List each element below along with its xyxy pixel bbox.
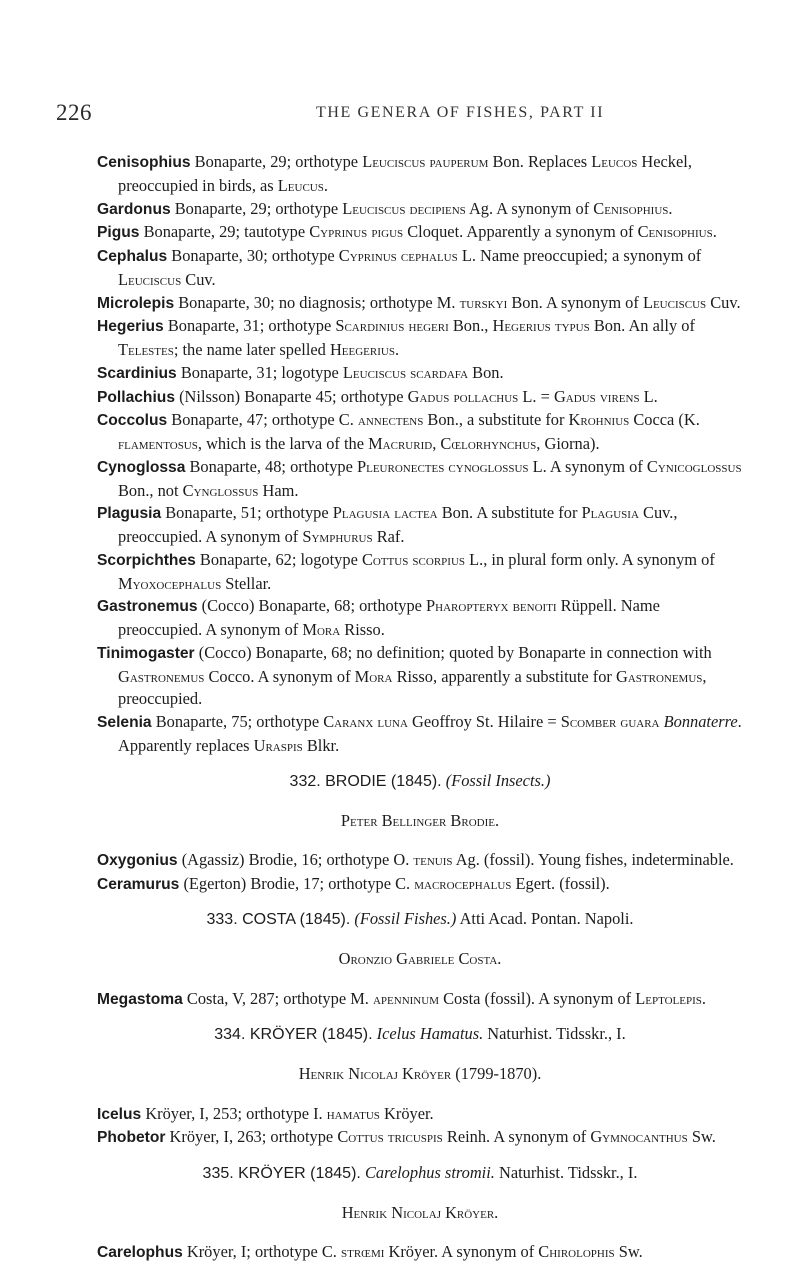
text-run: Bonaparte, 30; orthotype <box>167 246 339 265</box>
small-caps-text: Cenisophius <box>637 222 713 242</box>
small-caps-text: Henrik Nicolaj Kröyer. <box>341 1203 499 1223</box>
text-run: Cocca (K. <box>629 410 700 430</box>
text-run: Bon., not <box>118 480 183 500</box>
section-heading <box>97 908 743 932</box>
text-run: Kröyer, I, 263; orthotype <box>165 1127 338 1147</box>
small-caps-text: Pleuronectes cynoglossus <box>357 456 529 476</box>
small-caps-text: Cottus tricuspis <box>337 1127 443 1147</box>
text-run: Kröyer, I, 253; orthotype I. <box>141 1103 327 1123</box>
section-number-title: 335. KRÖYER (1845). <box>202 1165 361 1183</box>
genus-name: Carelophus <box>97 1244 183 1262</box>
text-run: (Cocco) Bonaparte, 68; orthotype <box>197 596 427 616</box>
genus-entry <box>97 502 743 549</box>
italic-text: (Fossil Insects.) <box>445 770 551 790</box>
text-run: (Cocco) Bonaparte, 68; no definition; quoted by Bonaparte in connection with <box>194 642 712 662</box>
text-run: Bonaparte, 62; logotype <box>195 549 362 569</box>
running-head: THE GENERA OF FISHES, PART II <box>316 104 605 121</box>
author-name <box>97 810 743 833</box>
genus-name: Cenisophius <box>97 154 191 171</box>
page-header <box>56 100 740 132</box>
text-run: , Giorna). <box>536 434 600 453</box>
small-caps-text: Pharopteryx benoiti <box>426 596 557 616</box>
genus-entry <box>97 1241 743 1265</box>
genus-name: Gastronemus <box>97 598 198 616</box>
text-run: Bon. Replaces <box>488 152 592 171</box>
text-run: Stellar. <box>221 573 272 593</box>
text-run: Bonaparte, 31; orthotype <box>163 316 336 336</box>
text-run: Bonaparte, 51; orthotype <box>161 503 333 523</box>
genus-name: Pollachius <box>97 388 175 406</box>
author-name <box>97 1202 743 1225</box>
text-run: Rüppell. Name preoccupied. A synonym of <box>118 596 660 639</box>
text-run: Ag. (fossil). Young fishes, indeterminable. <box>452 849 734 869</box>
small-caps-text: Cyprinus pigus <box>309 222 404 242</box>
small-caps-text: Plagusia <box>581 503 639 523</box>
italic-text: (Fossil Fishes.) <box>354 909 457 929</box>
text-run: Bon. A substitute for <box>437 503 582 523</box>
small-caps-text: Macrurid <box>368 434 433 453</box>
genus-name: Scorpichthes <box>97 551 196 569</box>
small-caps-text: Gymnocanthus <box>590 1127 688 1147</box>
genus-name: Gardonus <box>97 200 171 218</box>
small-caps-text: Hegerius typus <box>492 316 590 336</box>
text-run: (Egerton) Brodie, 17; orthotype C. <box>179 873 415 893</box>
genus-entry <box>97 292 743 316</box>
small-caps-text: Leuciscus <box>642 292 707 312</box>
text-run: Sw. <box>614 1242 643 1262</box>
small-caps-text: Peter Bellinger Brodie. <box>340 810 500 830</box>
small-caps-text: Gadus pollachus <box>407 386 519 406</box>
small-caps-text: Krohnius <box>568 410 630 430</box>
text-run: Kröyer. <box>379 1103 434 1123</box>
text-run: L., in plural form only. A synonym of <box>465 549 715 569</box>
genus-name: Microlepis <box>97 294 175 312</box>
small-caps-text: Telestes <box>118 340 174 359</box>
text-run: (1799-1870). <box>451 1064 542 1084</box>
genus-entry <box>97 245 743 292</box>
section-number-title: 334. KRÖYER (1845). <box>214 1026 373 1044</box>
text-run: Cloquet. Apparently a synonym of <box>403 222 638 242</box>
genus-entry <box>97 549 743 596</box>
text-run: Egert. (fossil). <box>511 873 610 893</box>
text-run: Naturhist. Tidsskr., I. <box>483 1024 626 1044</box>
genus-entry <box>97 409 743 456</box>
small-caps-text: Mora <box>302 620 341 639</box>
text-run: . <box>712 222 717 242</box>
small-caps-text: tenuis <box>413 849 453 869</box>
genus-name: Scardinius <box>97 364 177 382</box>
genus-name: Phobetor <box>97 1129 166 1147</box>
genus-entry <box>97 642 743 711</box>
small-caps-text: Symphurus <box>302 527 373 546</box>
text-run: Bon. A synonym of <box>507 292 643 312</box>
genus-entry <box>97 1126 743 1150</box>
small-caps-text: Cynglossus <box>182 480 259 500</box>
small-caps-text: Myoxocephalus <box>118 573 222 593</box>
genus-entry <box>97 221 743 245</box>
text-run: Blkr. <box>302 735 340 755</box>
small-caps-text: Leuciscus scardafa <box>342 362 469 382</box>
text-run: Bon., a substitute for <box>423 410 569 430</box>
text-run: . <box>323 175 328 195</box>
text-run: Heckel, preoccupied in birds, as <box>118 152 692 195</box>
small-caps-text: Cottus scorpius <box>361 549 466 569</box>
text-run: Costa, V, 287; orthotype M. <box>182 988 373 1008</box>
text-run: Atti Acad. Pontan. Napoli. <box>456 909 634 929</box>
text-run: L. = <box>518 386 554 406</box>
small-caps-text: Heegerius <box>329 340 395 359</box>
small-caps-text: hamatus <box>326 1103 380 1123</box>
text-run: Cuv. <box>181 269 216 289</box>
genus-name: Coccolus <box>97 412 168 430</box>
genus-name: Selenia <box>97 714 152 731</box>
genus-entry <box>97 198 743 222</box>
small-caps-text: Chirolophis <box>538 1242 615 1262</box>
genus-name: Cephalus <box>97 248 168 265</box>
small-caps-text: Gastronemus <box>118 666 205 686</box>
text-run: L. Name preoccupied; a synonym of <box>457 246 702 265</box>
small-caps-text: Cynicoglossus <box>646 456 742 476</box>
genus-entry <box>97 456 743 503</box>
text-run: Kröyer, I; orthotype C. <box>182 1242 341 1262</box>
small-caps-text: Scomber guara <box>560 712 660 731</box>
small-caps-text: Uraspis <box>253 735 303 755</box>
small-caps-text: Henrik Nicolaj Kröyer <box>298 1064 452 1084</box>
genus-name: Megastoma <box>97 990 183 1008</box>
text-run: . <box>701 988 706 1008</box>
small-caps-text: Plagusia lactea <box>332 503 438 523</box>
text-run: , which is the larva of the <box>197 434 369 453</box>
small-caps-text: Cenisophius <box>593 198 669 218</box>
text-run: Bonaparte, 29; tautotype <box>139 222 310 242</box>
text-run: L. <box>639 386 658 406</box>
small-caps-text: Leptolepis <box>635 988 702 1008</box>
small-caps-text: macrocephalus <box>414 873 512 893</box>
genus-name: Icelus <box>97 1105 142 1123</box>
italic-text: Carelophus stromii. <box>364 1163 495 1183</box>
text-run: ; the name later spelled <box>173 340 330 359</box>
genus-name: Cynoglossa <box>97 458 186 476</box>
genus-entry <box>97 362 743 386</box>
genus-entry <box>97 849 743 873</box>
page-body <box>97 151 743 1265</box>
section-number-title: 332. BRODIE (1845). <box>289 772 442 790</box>
text-run: . <box>394 340 400 359</box>
text-run: , preoccupied. <box>118 666 707 709</box>
text-run: Costa (fossil). A synonym of <box>438 988 636 1008</box>
text-run: Reinh. A synonym of <box>442 1127 591 1147</box>
text-run: Sw. <box>687 1127 716 1147</box>
genus-name: Ceramurus <box>97 875 180 893</box>
text-run: . Apparently replaces <box>118 712 742 755</box>
text-run: Geoffroy St. Hilaire = <box>407 712 561 731</box>
text-run: Raf. <box>372 527 405 546</box>
page-number: 226 <box>56 100 92 125</box>
text-run: L. A synonym of <box>528 456 647 476</box>
genus-entry <box>97 988 743 1012</box>
text-run: Bonaparte, 29; orthotype <box>170 198 343 218</box>
genus-entry <box>97 711 743 758</box>
section-heading <box>97 1162 743 1186</box>
text-run: (Agassiz) Brodie, 16; orthotype O. <box>177 849 414 869</box>
text-run: Ham. <box>258 480 299 500</box>
genus-entry <box>97 1103 743 1127</box>
text-run: Bonaparte, 48; orthotype <box>185 456 357 476</box>
genus-name: Pigus <box>97 224 140 242</box>
genus-name: Tinimogaster <box>97 644 195 662</box>
small-caps-text: annectens <box>357 410 424 430</box>
small-caps-text: Leuciscus decipiens <box>342 198 466 218</box>
section-heading <box>97 770 743 794</box>
text-run: Cuv., preoccupied. A synonym of <box>118 503 678 546</box>
italic-text: Icelus Hamatus. <box>376 1024 484 1044</box>
small-caps-text: Oronzio Gabriele Costa. <box>338 949 502 969</box>
small-caps-text: Cœlorhynchus <box>440 434 537 453</box>
genus-name: Plagusia <box>97 505 162 523</box>
text-run: Naturhist. Tidsskr., I. <box>494 1163 638 1183</box>
text-run: Cuv. <box>706 292 741 312</box>
small-caps-text: strœmi <box>341 1242 385 1262</box>
small-caps-text: Leucos <box>591 152 638 171</box>
genus-entry <box>97 873 743 897</box>
text-run: Risso, apparently a substitute for <box>392 666 616 686</box>
genus-entry <box>97 315 743 362</box>
text-run: Bon. An ally of <box>589 316 695 336</box>
text-run: Bonaparte, 31; logotype <box>176 362 343 382</box>
genus-name: Oxygonius <box>97 851 178 869</box>
text-run: Kröyer. A synonym of <box>384 1242 539 1262</box>
text-run: Bonaparte, 30; no diagnosis; orthotype M. <box>174 292 460 312</box>
text-run: Bonaparte, 47; orthotype C. <box>167 410 358 430</box>
genus-name: Hegerius <box>97 318 164 336</box>
text-run: , <box>432 434 441 453</box>
text-run: Bon. <box>468 362 504 382</box>
text-run: Risso. <box>340 620 385 639</box>
small-caps-text: Leucus <box>277 175 324 195</box>
genus-entry <box>97 386 743 410</box>
italic-text: Bonnaterre <box>663 712 738 731</box>
author-name <box>97 948 743 971</box>
small-caps-text: turskyi <box>459 292 508 312</box>
genus-entry <box>97 595 743 642</box>
text-run: Bonaparte, 75; orthotype <box>151 712 324 731</box>
section-number-title: 333. COSTA (1845). <box>206 911 351 929</box>
small-caps-text: Cyprinus cephalus <box>338 246 458 265</box>
text-run: Bonaparte, 29; orthotype <box>190 152 363 171</box>
author-name <box>97 1063 743 1086</box>
small-caps-text: Leuciscus pauperum <box>362 152 489 171</box>
small-caps-text: Gastronemus <box>615 666 703 686</box>
small-caps-text: Mora <box>354 666 393 686</box>
small-caps-text: Scardinius hegeri <box>335 316 449 336</box>
genus-entry <box>97 151 743 198</box>
section-heading <box>97 1023 743 1047</box>
text-run: Ag. A synonym of <box>465 198 594 218</box>
small-caps-text: Caranx luna <box>323 712 408 731</box>
small-caps-text: Gadus virens <box>553 386 640 406</box>
small-caps-text: Leuciscus <box>118 269 182 289</box>
text-run: . <box>668 198 673 218</box>
small-caps-text: apenninum <box>372 988 439 1008</box>
text-run: Bon., <box>448 316 493 336</box>
text-run: (Nilsson) Bonaparte 45; orthotype <box>175 386 408 406</box>
text-run: Cocco. A synonym of <box>204 666 355 686</box>
small-caps-text: flamentosus <box>118 434 198 453</box>
